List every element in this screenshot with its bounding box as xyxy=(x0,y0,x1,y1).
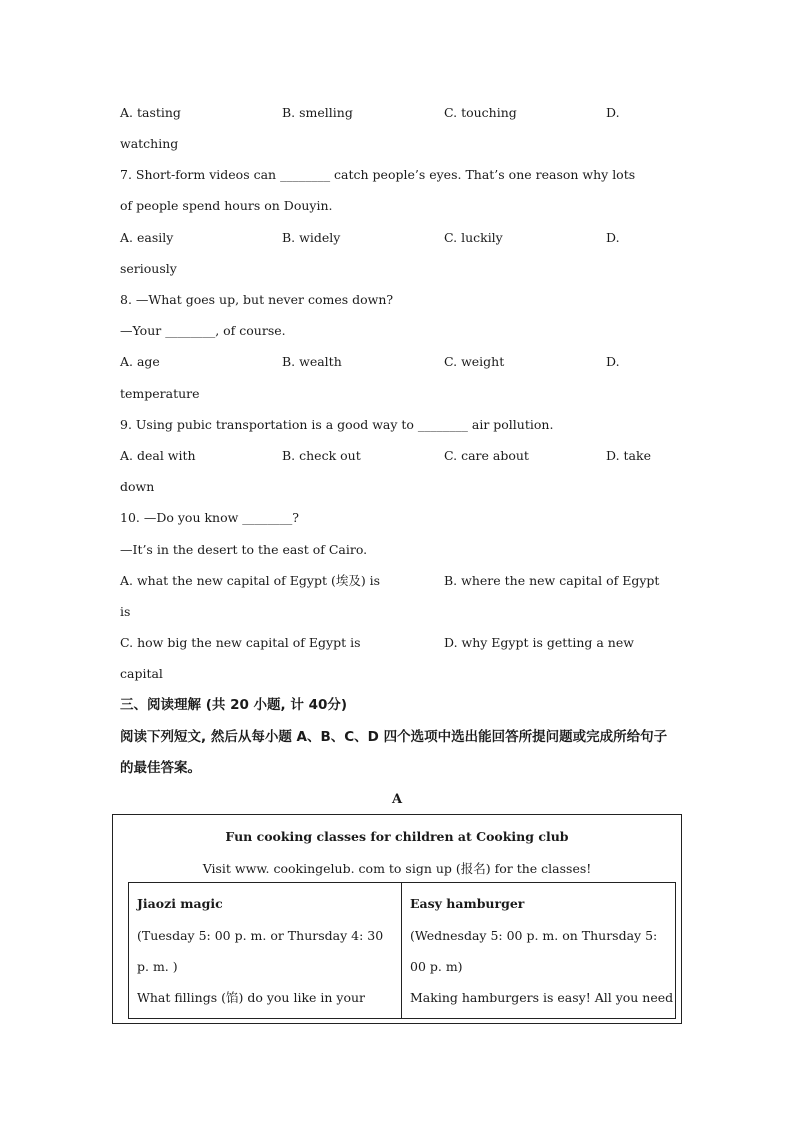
class-text-jiaozi: What fillings (馅) do you like in your xyxy=(137,990,366,1005)
q10-option-d-wrap: capital xyxy=(120,666,163,681)
passage-a-box xyxy=(112,814,682,1024)
q8-option-a: A. age xyxy=(120,354,160,369)
q8-option-c: C. weight xyxy=(444,354,505,369)
q6-option-b: B. smelling xyxy=(282,105,353,120)
q9-option-c: C. care about xyxy=(444,448,529,463)
section-3-instruction-line1: 阅读下列短文, 然后从每小题 A、B、C、D 四个选项中选出能回答所提问题或完成所给句子 xyxy=(120,729,668,745)
table-divider xyxy=(401,883,402,1018)
q9-option-d-wrap: down xyxy=(120,479,155,494)
passage-a-title: Fun cooking classes for children at Cooking club xyxy=(225,829,569,844)
q7-option-b: B. widely xyxy=(282,230,341,245)
class-time-jiaozi-line1: (Tuesday 5: 00 p. m. or Thursday 4: 30 xyxy=(137,928,384,943)
q10-stem-line2: —It’s in the desert to the east of Cairo. xyxy=(120,542,368,557)
q7-option-c: C. luckily xyxy=(444,230,503,245)
q8-option-d-wrap: temperature xyxy=(120,386,200,401)
q9-option-d: D. take xyxy=(606,448,651,463)
q9-stem: 9. Using pubic transportation is a good way to ________ air pollution. xyxy=(120,417,554,432)
class-time-hamburger-line2: 00 p. m) xyxy=(410,959,463,974)
section-3-title: 三、阅读理解 (共 20 小题, 计 40分) xyxy=(120,697,348,713)
q10-option-c: C. how big the new capital of Egypt is xyxy=(120,635,361,650)
section-3-instruction-line2: 的最佳答案。 xyxy=(120,760,201,776)
q7-stem-line2: of people spend hours on Douyin. xyxy=(120,198,333,213)
q10-option-b: B. where the new capital of Egypt xyxy=(444,573,660,588)
q10-option-d: D. why Egypt is getting a new xyxy=(444,635,634,650)
q7-option-d: D. xyxy=(606,230,620,245)
q7-option-a: A. easily xyxy=(120,230,174,245)
q10-option-a: A. what the new capital of Egypt (埃及) is xyxy=(120,573,381,588)
class-table xyxy=(128,882,676,1019)
passage-label: A xyxy=(391,792,403,807)
q8-option-d: D. xyxy=(606,354,620,369)
class-heading-jiaozi: Jiaozi magic xyxy=(137,896,223,911)
q9-option-a: A. deal with xyxy=(120,448,196,463)
q6-option-d-wrap: watching xyxy=(120,136,179,151)
q10-option-b-wrap: is xyxy=(120,604,131,619)
q7-option-d-wrap: seriously xyxy=(120,261,177,276)
q6-option-a: A. tasting xyxy=(120,105,181,120)
class-time-jiaozi-line2: p. m. ) xyxy=(137,959,178,974)
passage-a-subtitle: Visit www. cookingelub. com to sign up (报名) for the classes! xyxy=(202,861,592,876)
class-heading-hamburger: Easy hamburger xyxy=(410,896,525,911)
q8-option-b: B. wealth xyxy=(282,354,342,369)
q6-option-c: C. touching xyxy=(444,105,517,120)
class-text-hamburger: Making hamburgers is easy! All you need xyxy=(410,990,674,1005)
class-time-hamburger-line1: (Wednesday 5: 00 p. m. on Thursday 5: xyxy=(410,928,658,943)
q7-stem-line1: 7. Short-form videos can ________ catch people’s eyes. That’s one reason why lots xyxy=(120,167,636,182)
q8-stem-line2: —Your ________, of course. xyxy=(120,323,286,338)
q6-option-d: D. xyxy=(606,105,620,120)
q8-stem-line1: 8. —What goes up, but never comes down? xyxy=(120,292,394,307)
q9-option-b: B. check out xyxy=(282,448,361,463)
q10-stem-line1: 10. —Do you know ________? xyxy=(120,510,300,525)
